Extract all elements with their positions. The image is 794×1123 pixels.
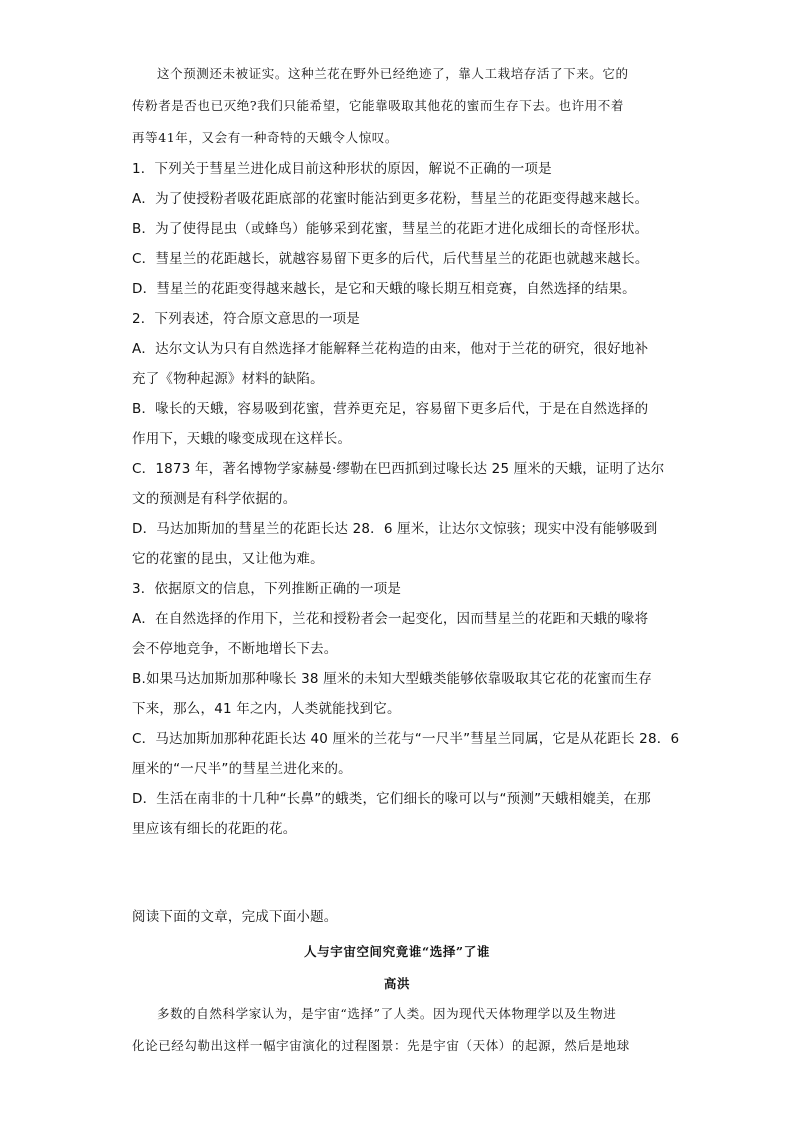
question-3-option-a: A．在自然选择的作用下，兰花和授粉者会一起变化，因而彗星兰的花距和天蛾的喙将 [132, 611, 649, 627]
question-3-option-c: C．马达加斯加那种花距长达 40 厘米的兰花与“一尺半”彗星兰同属，它是从花距长 28．6 [132, 731, 680, 747]
question-2-option-d-cont: 它的花蜜的昆虫，又让他为难。 [132, 551, 324, 567]
question-2-option-b: B．喙长的天蛾，容易吸到花蜜，营养更充足，容易留下更多后代，于是在自然选择的 [132, 401, 649, 417]
question-3-option-b: B.如果马达加斯加那种喙长 38 厘米的未知大型蛾类能够依靠吸取其它花的花蜜而生存 [132, 671, 653, 687]
question-3-option-b-cont: 下来，那么，41 年之内，人类就能找到它。 [132, 701, 401, 717]
question-3-option-a-cont: 会不停地竞争，不断地增长下去。 [132, 641, 338, 657]
question-2-option-b-cont: 作用下，天蛾的喙变成现在这样长。 [132, 431, 352, 447]
question-list [132, 154, 680, 844]
question-2-option-a: A．达尔文认为只有自然选择才能解释兰花构造的由来，他对于兰花的研究，很好地补 [132, 341, 649, 357]
article-body [132, 998, 662, 1062]
reading-instruction-block [132, 902, 662, 932]
question-1-option-d: D．彗星兰的花距变得越来越长，是它和天蛾的喙长期互相竞赛，自然选择的结果。 [132, 281, 636, 297]
question-1-option-a: A．为了使授粉者吸花距底部的花蜜时能沾到更多花粉，彗星兰的花距变得越来越长。 [132, 191, 649, 207]
question-2-option-c-cont: 文的预测是有科学依据的。 [132, 491, 297, 507]
intro-line: 再等41年，又会有一种奇特的天蛾令人惊叹。 [132, 130, 399, 145]
question-1-stem: 1．下列关于彗星兰进化成目前这种形状的原因，解说不正确的一项是 [132, 161, 552, 177]
question-2-option-a-cont: 充了《物种起源》材料的缺陷。 [132, 371, 324, 387]
question-3-stem: 3．依据原文的信息，下列推断正确的一项是 [132, 581, 402, 597]
question-3-option-d-cont: 里应该有细长的花距的花。 [132, 821, 297, 837]
question-2-option-d: D．马达加斯加的彗星兰的花距长达 28．6 厘米，让达尔文惊骇；现实中没有能够吸到 [132, 521, 658, 537]
intro-line: 这个预测还未被证实。这种兰花在野外已经绝迹了，靠人工栽培存活了下来。它的 [157, 66, 629, 81]
reading-instruction: 阅读下面的文章，完成下面小题。 [132, 909, 338, 925]
article-author: 高洪 [383, 976, 411, 991]
article-title: 人与宇宙空间究竟谁“选择”了谁 [304, 944, 490, 959]
question-3-option-d: D．生活在南非的十几种“长鼻”的蛾类，它们细长的喙可以与“预测”天蛾相媲美，在那 [132, 791, 651, 807]
article-line: 多数的自然科学家认为，是宇宙“选择”了人类。因为现代天体物理学以及生物进 [157, 1006, 617, 1021]
question-1-option-b: B．为了使得昆虫（或蜂鸟）能够采到花蜜，彗星兰的花距才进化成细长的奇怪形状。 [132, 221, 649, 237]
question-2-option-c: C．1873 年，著名博物学家赫曼·缪勒在巴西抓到过喙长达 25 厘米的天蛾，证明了达尔 [132, 461, 665, 477]
question-1-option-c: C．彗星兰的花距越长，就越容易留下更多的后代，后代彗星兰的花距也就越来越长。 [132, 251, 649, 267]
article-header [132, 936, 662, 1000]
article-line: 化论已经勾勒出这样一幅宇宙演化的过程图景：先是宇宙（天体）的起源，然后是地球 [132, 1038, 630, 1053]
question-2-stem: 2．下列表述，符合原文意思的一项是 [132, 311, 360, 327]
question-3-option-c-cont: 厘米的“一尺半”的彗星兰进化来的。 [132, 761, 352, 777]
intro-paragraph [132, 58, 662, 154]
intro-line: 传粉者是否也已灭绝?我们只能希望，它能靠吸取其他花的蜜而生存下去。也许用不着 [132, 98, 625, 113]
